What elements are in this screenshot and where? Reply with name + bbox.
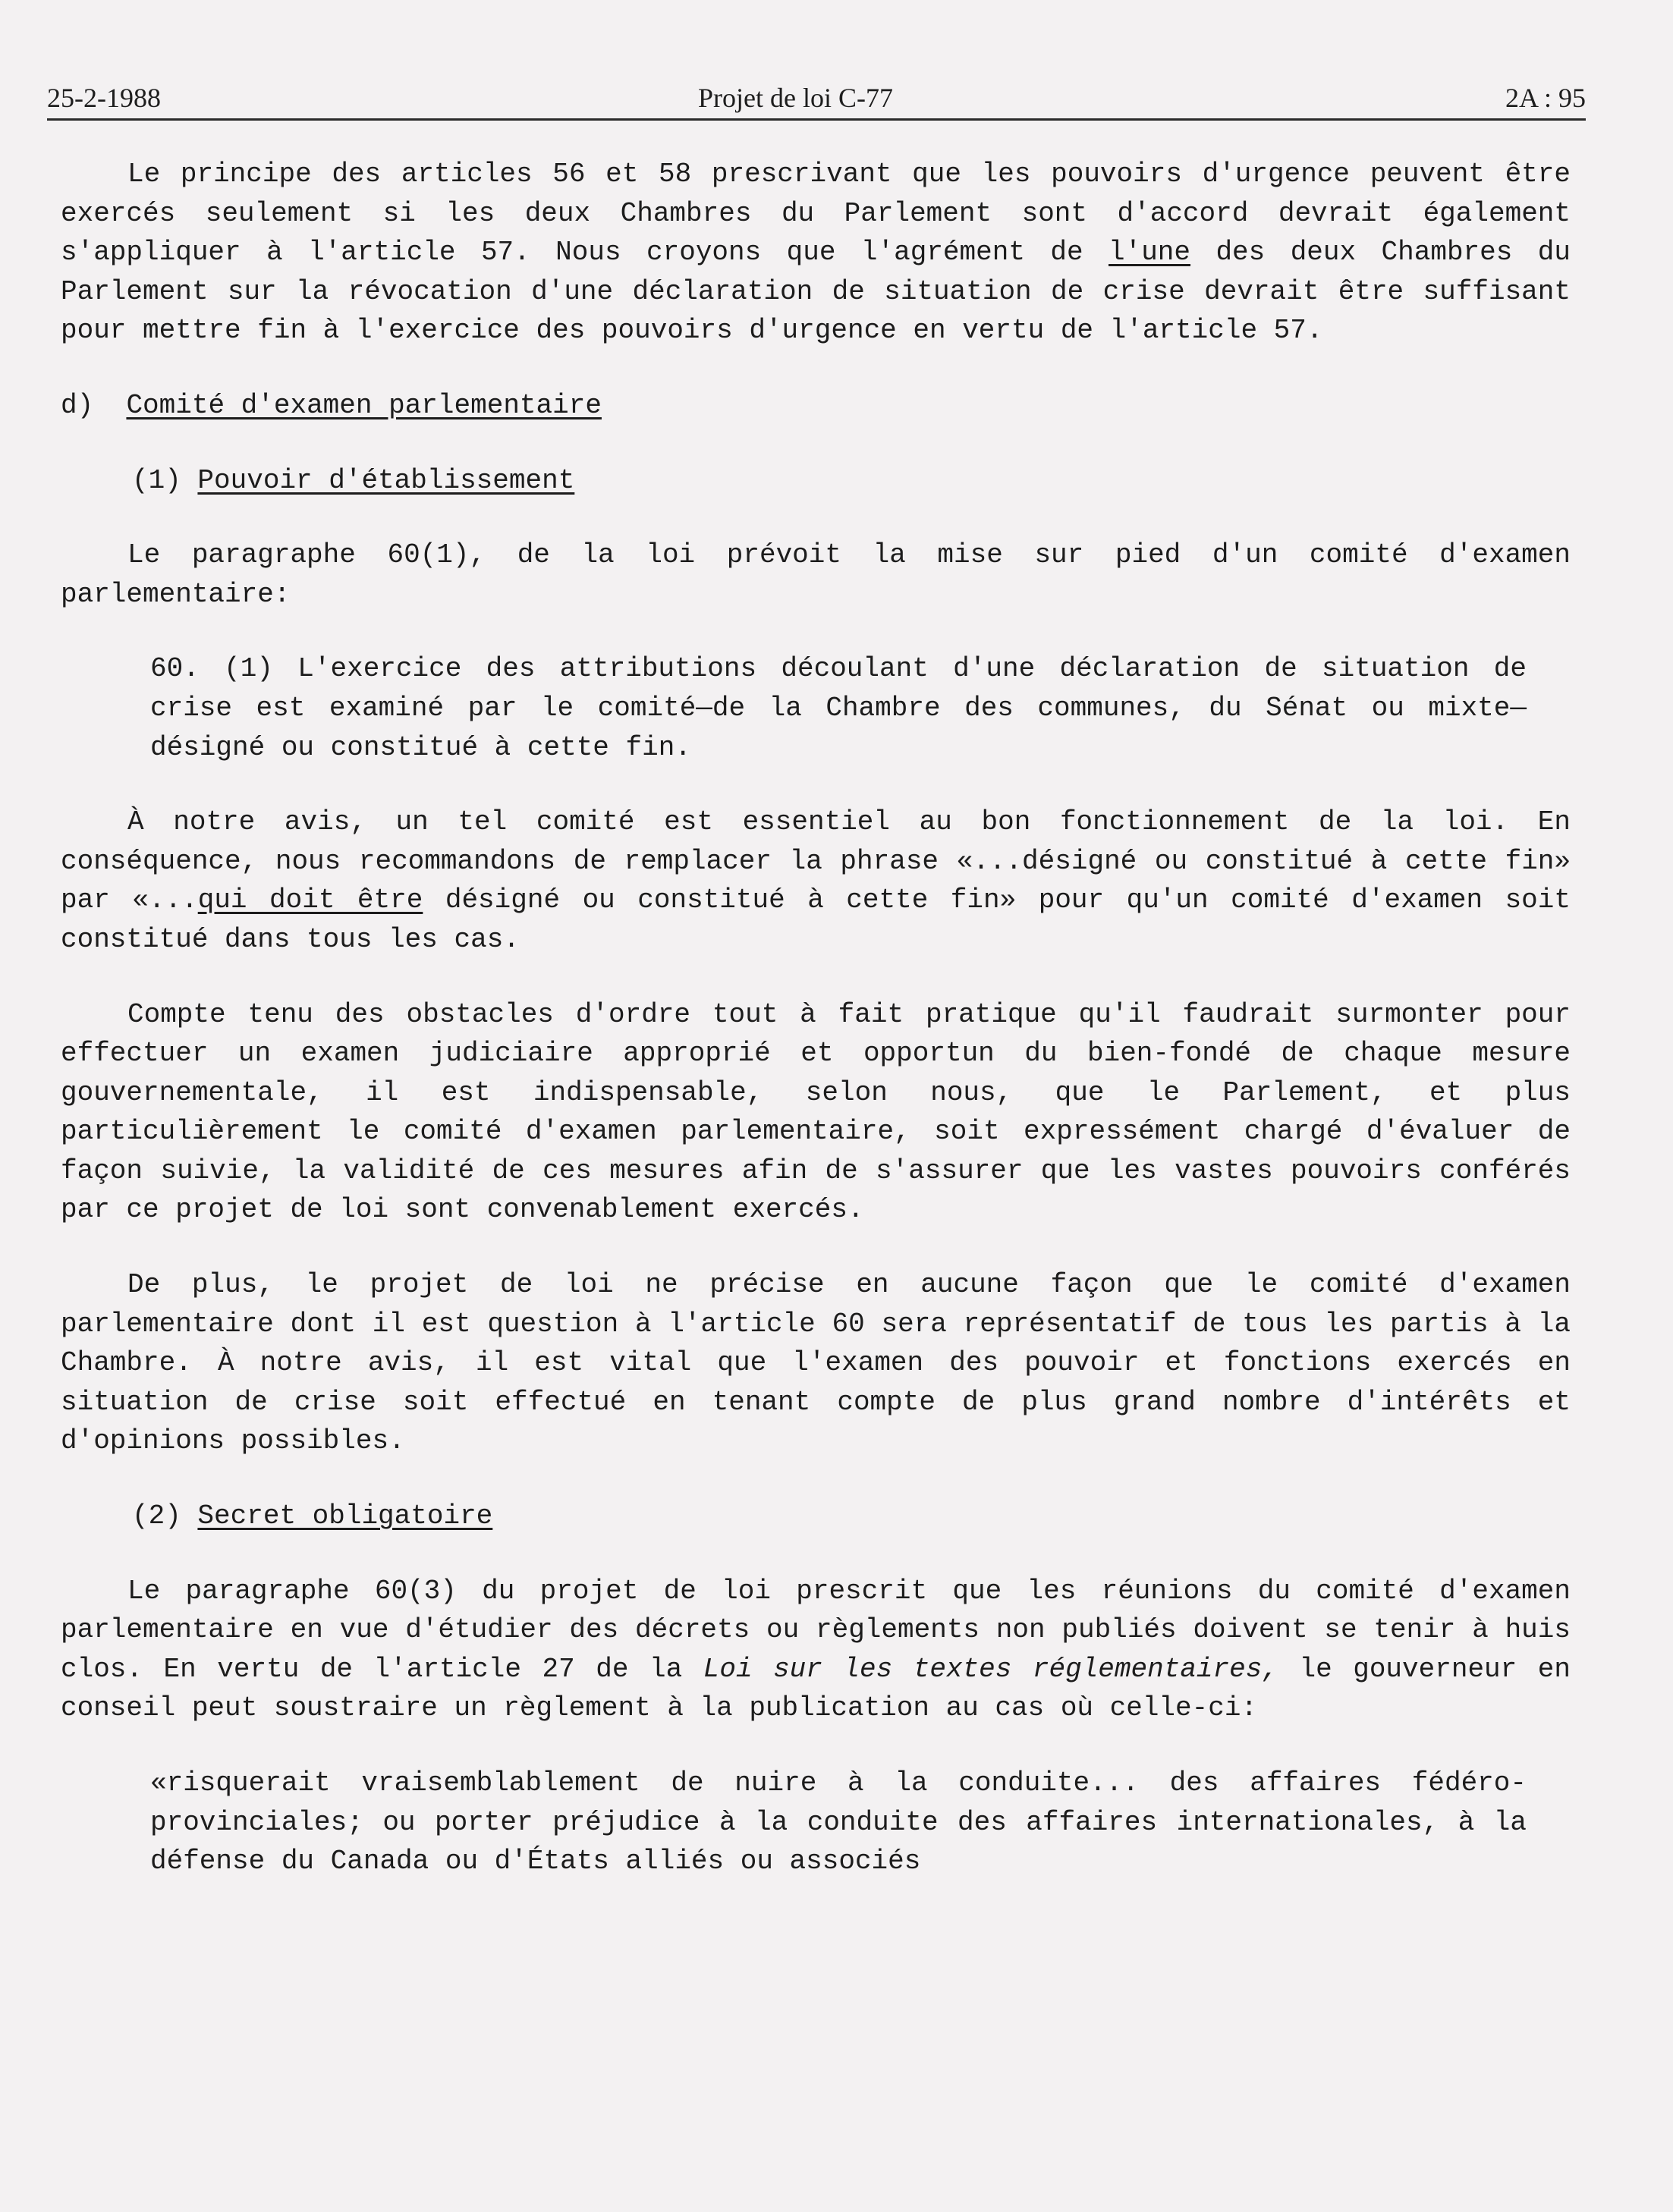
- section-letter: d): [61, 389, 94, 421]
- paragraph-60-1: Le paragraphe 60(1), de la loi prévoit la mise sur pied d'un comité d'examen parlementaire:: [61, 539, 1571, 610]
- italic-act-title: Loi sur les textes réglementaires,: [703, 1653, 1278, 1685]
- paragraph-articles-56-58: Le principe des articles 56 et 58 prescrivant que les pouvoirs d'urgence peuvent être exercés seulement si les deux Chambres du Parlement sont d'accord devrait également s'appliquer à l'article 57. Nous croyons que l'agrément de l'une des deux Chambres du Parlement sur la révocation d'une déclaration de situation de crise devrait être suffisant pour mettre fin à l'exercice des pouvoirs d'urgence en vertu de l'article 57.: [61, 159, 1571, 347]
- section-title: Comité d'examen parlementaire: [126, 389, 602, 421]
- document-body: [61, 155, 1571, 1917]
- subsection-title: Secret obligatoire: [197, 1500, 493, 1532]
- subsection-heading-2: [61, 1497, 1571, 1536]
- paragraph-representation: De plus, le projet de loi ne précise en aucune façon que le comité d'examen parlementaire dont il est question à l'article 60 sera représentatif de tous les partis à la Chambre. À notre avis, il est vital que l'examen des pouvoir et fonctions exercés en situation de crise soit effectué en tenant compte de plus grand nombre d'intérêts et d'opinions possibles.: [61, 1269, 1571, 1457]
- header-title: Projet de loi C-77: [698, 83, 893, 113]
- header-page-number: 2A : 95: [1505, 83, 1586, 113]
- section-heading-d: [61, 386, 1571, 426]
- underlined-emphasis: qui doit être: [197, 884, 423, 916]
- underlined-emphasis: l'une: [1109, 237, 1191, 269]
- paragraph-recommendation: À notre avis, un tel comité est essentiel au bon fonctionnement de la loi. En conséquence, nous recommandons de remplacer la phrase «...désigné ou constitué à cette fin» par «...qui doit être désigné ou constitué à cette fin» pour qu'un comité d'examen soit constitué dans tous les cas.: [61, 806, 1571, 955]
- subsection-heading-1: [61, 461, 1571, 501]
- page-header: [47, 79, 1586, 121]
- header-date: 25-2-1988: [47, 83, 161, 113]
- subsection-number: (2): [132, 1500, 181, 1532]
- subsection-title: Pouvoir d'établissement: [197, 464, 575, 496]
- paragraph-60-3: Le paragraphe 60(3) du projet de loi prescrit que les réunions du comité d'examen parlementaire en vue d'étudier des décrets ou règlements non publiés doivent se tenir à huis clos. En vertu de l'article 27 de la Loi sur les textes réglementaires, le gouverneur en conseil peut soustraire un règlement à la publication au cas où celle-ci:: [61, 1575, 1571, 1724]
- subsection-number: (1): [132, 464, 181, 496]
- paragraph-judicial-review: Compte tenu des obstacles d'ordre tout à fait pratique qu'il faudrait surmonter pour effectuer un examen judiciaire approprié et opportun du bien-fondé de chaque mesure gouvernementale, il est indispensable, selon nous, que le Parlement, et plus particulièrement le comité d'examen parlementaire, soit expressément chargé d'évaluer de façon suivie, la validité de ces mesures afin de s'assurer que les vastes pouvoirs conférés par ce projet de loi sont convenablement exercés.: [61, 998, 1571, 1226]
- quote-article-60-1: 60. (1) L'exercice des attributions découlant d'une déclaration de situation de crise est examiné par le comité—de la Chambre des communes, du Sénat ou mixte—désigné ou constitué à cette fin.: [150, 653, 1527, 763]
- quote-article-27: «risquerait vraisemblablement de nuire à la conduite... des affaires fédéro-provinciales; ou porter préjudice à la conduite des affaires internationales, à la défense du Canada ou d'États alliés ou associés: [150, 1767, 1527, 1877]
